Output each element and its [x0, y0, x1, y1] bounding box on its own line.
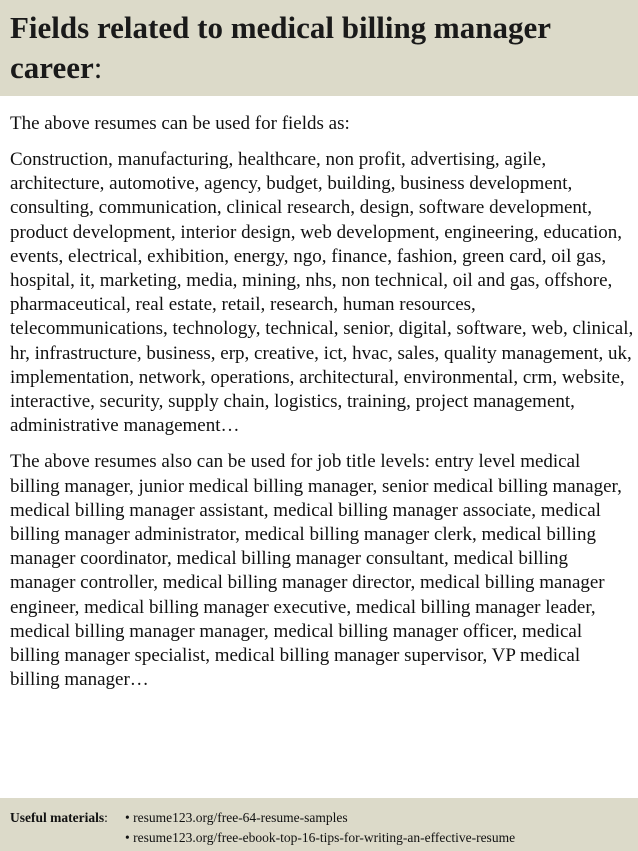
title-band	[0, 0, 638, 96]
intro-text: The above resumes can be used for fields as:	[10, 113, 350, 134]
footer-row-2	[10, 828, 638, 848]
footer-spacer	[10, 828, 125, 848]
page-title	[10, 8, 628, 88]
footer-label-colon: :	[104, 810, 108, 825]
footer-label	[10, 808, 125, 828]
fields-paragraph: Construction, manufacturing, healthcare, non profit, advertising, agile, architecture, automotive, agency, budget, building, business development, consulting, communication, clinical research, design, software development, product development, interior design, web development, engineering, education, events, electrical, exhibition, energy, ngo, finance, fashion, green card, oil gas, hospital, it, marketing, media, mining, nhs, non technical, oil and gas, offshore, pharmaceutical, real estate, retail, research, human resources, telecommunications, technology, technical, senior, digital, software, web, clinical, hr, infrastructure, business, erp, creative, ict, hvac, sales, quality management, uk, implementation, network, operations, architectural, environmental, crm, website, interactive, security, supply chain, logistics, training, project management, administrative management…	[10, 149, 634, 437]
footer-row-1	[10, 808, 638, 828]
page-title-colon: :	[93, 50, 103, 85]
main-content	[10, 112, 634, 704]
footer-label-text: Useful materials	[10, 810, 105, 825]
footer	[0, 798, 638, 851]
job-titles-paragraph: The above resumes also can be used for job title levels: entry level medical billing manager, junior medical billing manager, senior medical billing manager, medical billing manager assistant, medical billing manager associate, medical billing manager administrator, medical billing manager clerk, medical billing manager coordinator, medical billing manager consultant, medical billing manager controller, medical billing manager director, medical billing manager engineer, medical billing manager executive, medical billing manager leader, medical billing manager manager, medical billing manager officer, medical billing manager specialist, medical billing manager supervisor, VP medical billing manager…	[10, 451, 622, 691]
footer-link-ebook-tips[interactable]: • resume123.org/free-ebook-top-16-tips-for-writing-an-effective-resume	[125, 830, 516, 845]
footer-link-resume-samples[interactable]: • resume123.org/free-64-resume-samples	[125, 810, 348, 825]
page-title-text: Fields related to medical billing manager career	[10, 10, 551, 85]
